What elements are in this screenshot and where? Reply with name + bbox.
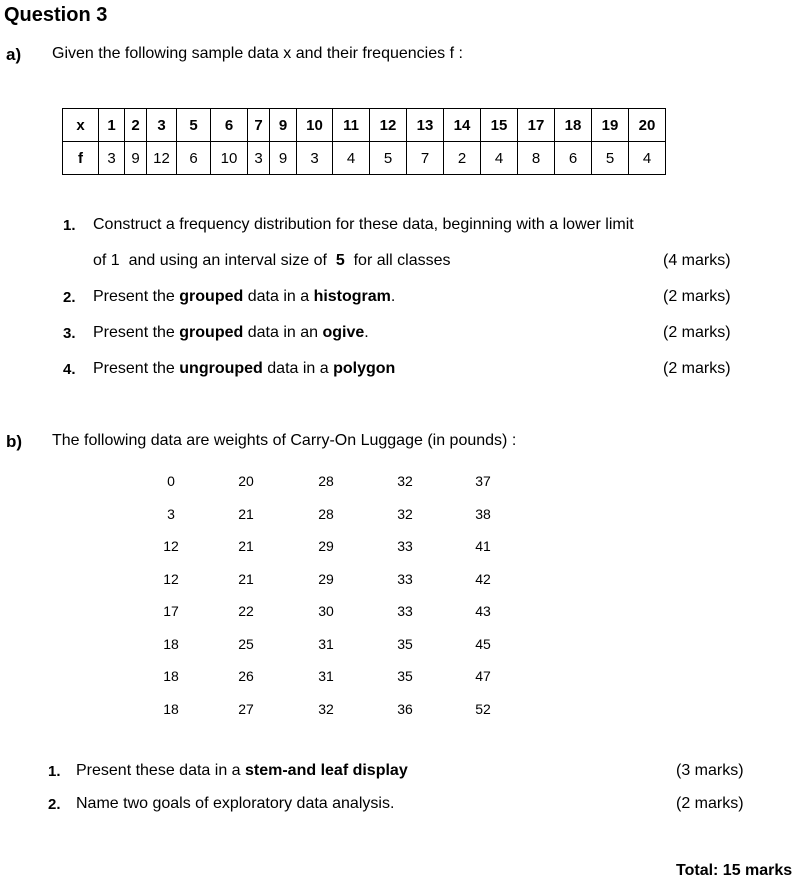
luggage-weight-value: 18: [163, 668, 179, 684]
x-value-cell: 1: [99, 109, 125, 142]
part-b-question-marks: (2 marks): [676, 795, 744, 812]
luggage-weight-value: 26: [238, 668, 254, 684]
luggage-weight-value: 29: [318, 538, 334, 554]
luggage-weight-value: 18: [163, 636, 179, 652]
x-row: [63, 109, 666, 142]
text-segment: .: [364, 324, 369, 341]
bold-term: 5: [335, 252, 345, 269]
text-segment: Name two goals of exploratory data analysis.: [76, 795, 395, 812]
part-a-question-number: 4.: [63, 361, 76, 378]
luggage-weight-value: 20: [238, 473, 254, 489]
part-a-question-marks: (2 marks): [663, 360, 731, 377]
text-segment: Present the: [93, 288, 180, 305]
part-a-question-marks: (4 marks): [663, 252, 731, 269]
x-value-cell: 6: [211, 109, 248, 142]
f-value-cell: 3: [297, 142, 333, 175]
part-b-stem: The following data are weights of Carry-On Luggage (in pounds) :: [52, 432, 517, 449]
text-segment: data in an: [243, 324, 323, 341]
luggage-weight-value: 25: [238, 636, 254, 652]
luggage-weight-value: 21: [238, 506, 254, 522]
x-value-cell: 9: [270, 109, 297, 142]
f-value-cell: 4: [333, 142, 370, 175]
luggage-weight-value: 43: [475, 603, 491, 619]
x-value-cell: 3: [147, 109, 177, 142]
luggage-weight-value: 38: [475, 506, 491, 522]
luggage-weight-value: 52: [475, 701, 491, 717]
total-marks: Total: 15 marks: [676, 862, 793, 879]
luggage-weight-value: 17: [163, 603, 179, 619]
f-value-cell: 3: [99, 142, 125, 175]
part-a-question-text: [93, 324, 369, 342]
text-segment: data in a: [262, 360, 334, 377]
bold-term: stem-and leaf display: [245, 762, 408, 779]
bold-term: polygon: [333, 360, 396, 377]
part-b-question-text: [76, 762, 408, 780]
luggage-weight-value: 37: [475, 473, 491, 489]
luggage-weight-value: 30: [318, 603, 334, 619]
f-value-cell: 6: [555, 142, 592, 175]
text-segment: of 1 and using an interval size of: [93, 252, 336, 269]
f-value-cell: 7: [407, 142, 444, 175]
text-segment: for all classes: [344, 252, 451, 269]
x-value-cell: 18: [555, 109, 592, 142]
part-a-question-number: 1.: [63, 217, 76, 234]
luggage-weight-value: 35: [397, 636, 413, 652]
bold-term: ungrouped: [179, 360, 263, 377]
luggage-weight-value: 32: [318, 701, 334, 717]
f-value-cell: 10: [211, 142, 248, 175]
question-title: Question 3: [4, 4, 108, 26]
luggage-weight-value: 22: [238, 603, 254, 619]
luggage-weight-value: 0: [167, 473, 175, 489]
luggage-weight-value: 18: [163, 701, 179, 717]
x-header: x: [63, 109, 99, 142]
x-value-cell: 11: [333, 109, 370, 142]
part-b-label: b): [6, 432, 23, 451]
text-segment: .: [390, 288, 396, 305]
luggage-weight-value: 28: [318, 473, 334, 489]
f-value-cell: 4: [481, 142, 518, 175]
luggage-weight-value: 36: [397, 701, 413, 717]
part-a-question-number: 3.: [63, 325, 76, 342]
f-value-cell: 6: [177, 142, 211, 175]
luggage-weight-value: 45: [475, 636, 491, 652]
part-a-label: a): [6, 45, 22, 64]
bold-term: grouped: [179, 324, 244, 341]
luggage-weight-value: 33: [397, 603, 413, 619]
text-segment: data in a: [243, 288, 314, 305]
f-value-cell: 4: [629, 142, 666, 175]
text-segment: Present the: [93, 360, 180, 377]
x-value-cell: 2: [125, 109, 147, 142]
x-value-cell: 10: [297, 109, 333, 142]
part-a-question-text: [93, 252, 451, 270]
part-a-question-text: [93, 360, 395, 378]
luggage-weight-value: 3: [167, 506, 175, 522]
luggage-weight-value: 27: [238, 701, 254, 717]
luggage-weight-value: 32: [397, 473, 413, 489]
f-value-cell: 5: [370, 142, 407, 175]
x-value-cell: 15: [481, 109, 518, 142]
x-value-cell: 5: [177, 109, 211, 142]
luggage-weight-value: 31: [318, 636, 334, 652]
part-b-question-marks: (3 marks): [676, 762, 744, 779]
luggage-weight-value: 29: [318, 571, 334, 587]
part-a-question-number: 2.: [63, 289, 76, 306]
luggage-weight-value: 31: [318, 668, 334, 684]
x-value-cell: 14: [444, 109, 481, 142]
text-segment: Construct a frequency distribution for these data, beginning with a lower limit: [93, 216, 634, 233]
luggage-weight-value: 21: [238, 538, 254, 554]
part-b-question-number: 1.: [48, 763, 61, 780]
x-value-cell: 19: [592, 109, 629, 142]
part-b-question-number: 2.: [48, 796, 61, 813]
f-value-cell: 5: [592, 142, 629, 175]
part-a-stem: Given the following sample data x and their frequencies f :: [52, 45, 463, 62]
luggage-weight-value: 21: [238, 571, 254, 587]
f-value-cell: 9: [125, 142, 147, 175]
f-value-cell: 2: [444, 142, 481, 175]
luggage-weight-value: 42: [475, 571, 491, 587]
luggage-weight-value: 32: [397, 506, 413, 522]
luggage-weight-value: 28: [318, 506, 334, 522]
luggage-weight-value: 12: [163, 571, 179, 587]
f-value-cell: 12: [147, 142, 177, 175]
luggage-weight-value: 41: [475, 538, 491, 554]
x-value-cell: 17: [518, 109, 555, 142]
bold-term: ogive: [322, 324, 365, 341]
f-value-cell: 8: [518, 142, 555, 175]
part-a-question-marks: (2 marks): [663, 288, 731, 305]
f-value-cell: 9: [270, 142, 297, 175]
luggage-weight-value: 33: [397, 538, 413, 554]
luggage-weight-value: 33: [397, 571, 413, 587]
f-row: [63, 142, 666, 175]
x-value-cell: 12: [370, 109, 407, 142]
f-value-cell: 3: [248, 142, 270, 175]
luggage-weight-value: 47: [475, 668, 491, 684]
text-segment: Present these data in a: [76, 762, 245, 779]
part-b-question-text: [76, 795, 394, 813]
part-a-question-text: [93, 216, 634, 234]
text-segment: Present the: [93, 324, 180, 341]
part-a-question-text: [93, 288, 395, 306]
luggage-weight-value: 35: [397, 668, 413, 684]
x-value-cell: 20: [629, 109, 666, 142]
bold-term: histogram: [313, 288, 391, 305]
f-header: f: [63, 142, 99, 175]
x-value-cell: 7: [248, 109, 270, 142]
frequency-table: [62, 108, 666, 175]
bold-term: grouped: [179, 288, 244, 305]
x-value-cell: 13: [407, 109, 444, 142]
part-a-question-marks: (2 marks): [663, 324, 731, 341]
luggage-weight-value: 12: [163, 538, 179, 554]
